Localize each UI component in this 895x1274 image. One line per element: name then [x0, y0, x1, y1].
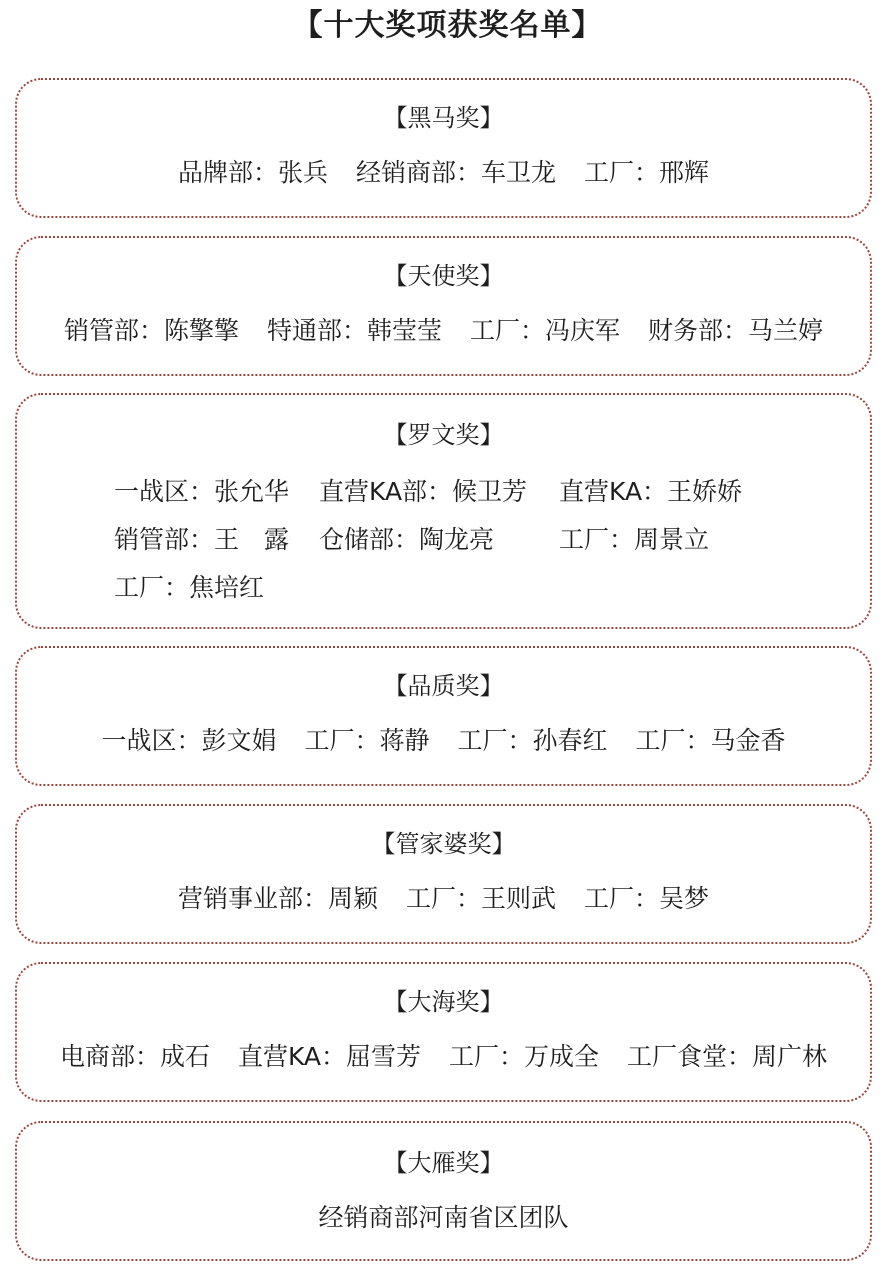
winner-entry: 直营KA部：候卫芳: [319, 477, 528, 506]
winner-entry: 直营KA：王娇娇: [559, 477, 743, 506]
winner-line: [17, 571, 870, 605]
award-card-dayan: [15, 1121, 872, 1261]
winner-line: [17, 475, 870, 509]
winner-entry: 一战区：张允华: [114, 477, 290, 506]
winner-entry: 一战区：彭文娟: [101, 726, 277, 755]
page-title: 【十大奖项获奖名单】: [292, 8, 603, 43]
winner-entry: 经销商部河南省区团队: [318, 1203, 569, 1232]
winner-entry: 工厂：吴梦: [584, 884, 710, 913]
winner-line: [17, 724, 870, 758]
winner-entry: 工厂：王则武: [405, 884, 556, 913]
winner-entry: 品牌部：张兵: [177, 158, 328, 187]
winner-entry: 工厂：周景立: [559, 525, 710, 554]
winner-entry: 工厂：蒋静: [304, 726, 430, 755]
winner-entry: 营销事业部：周颖: [177, 884, 378, 913]
winner-entry: 工厂食堂：周广林: [627, 1042, 828, 1071]
award-card-luowen: [15, 393, 872, 629]
winner-entry: 财务部：马兰婷: [648, 316, 824, 345]
winner-line: [17, 156, 870, 190]
winner-entry: 销管部：陈擎擎: [63, 316, 239, 345]
winner-entry: 销管部：王 露: [114, 525, 290, 554]
winner-entry: 工厂：邢辉: [584, 158, 710, 187]
winner-entry: 工厂：冯庆军: [470, 316, 621, 345]
award-title: 【大海奖】: [383, 988, 504, 1016]
award-card-guanjiapo: [15, 804, 872, 944]
winner-line: [17, 882, 870, 916]
winner-entry: 工厂：万成全: [449, 1042, 600, 1071]
award-card-tianshi: [15, 236, 872, 376]
winner-line: [17, 1040, 870, 1074]
winner-entry: 工厂：马金香: [635, 726, 786, 755]
winner-entry: 工厂：焦培红: [114, 573, 265, 602]
award-title: 【罗文奖】: [383, 421, 504, 449]
winner-entry: 电商部：成石: [59, 1042, 210, 1071]
winner-entry: 直营KA：屈雪芳: [237, 1042, 422, 1071]
winner-line: [17, 314, 870, 348]
award-title: 【黑马奖】: [383, 104, 504, 132]
winner-entry: 特通部：韩莹莹: [266, 316, 442, 345]
winner-entry: 工厂：孙春红: [457, 726, 608, 755]
winner-line: [17, 523, 870, 557]
winner-line: [17, 1201, 870, 1235]
award-title: 【管家婆奖】: [371, 830, 516, 858]
award-title: 【大雁奖】: [383, 1149, 504, 1177]
award-card-heima: [15, 78, 872, 218]
award-title: 【天使奖】: [383, 262, 504, 290]
winner-entry: 仓储部：陶龙亮: [319, 525, 495, 554]
winner-entry: 经销商部：车卫龙: [355, 158, 556, 187]
award-card-pinzhi: [15, 646, 872, 786]
award-title: 【品质奖】: [383, 672, 504, 700]
award-card-dahai: [15, 962, 872, 1102]
